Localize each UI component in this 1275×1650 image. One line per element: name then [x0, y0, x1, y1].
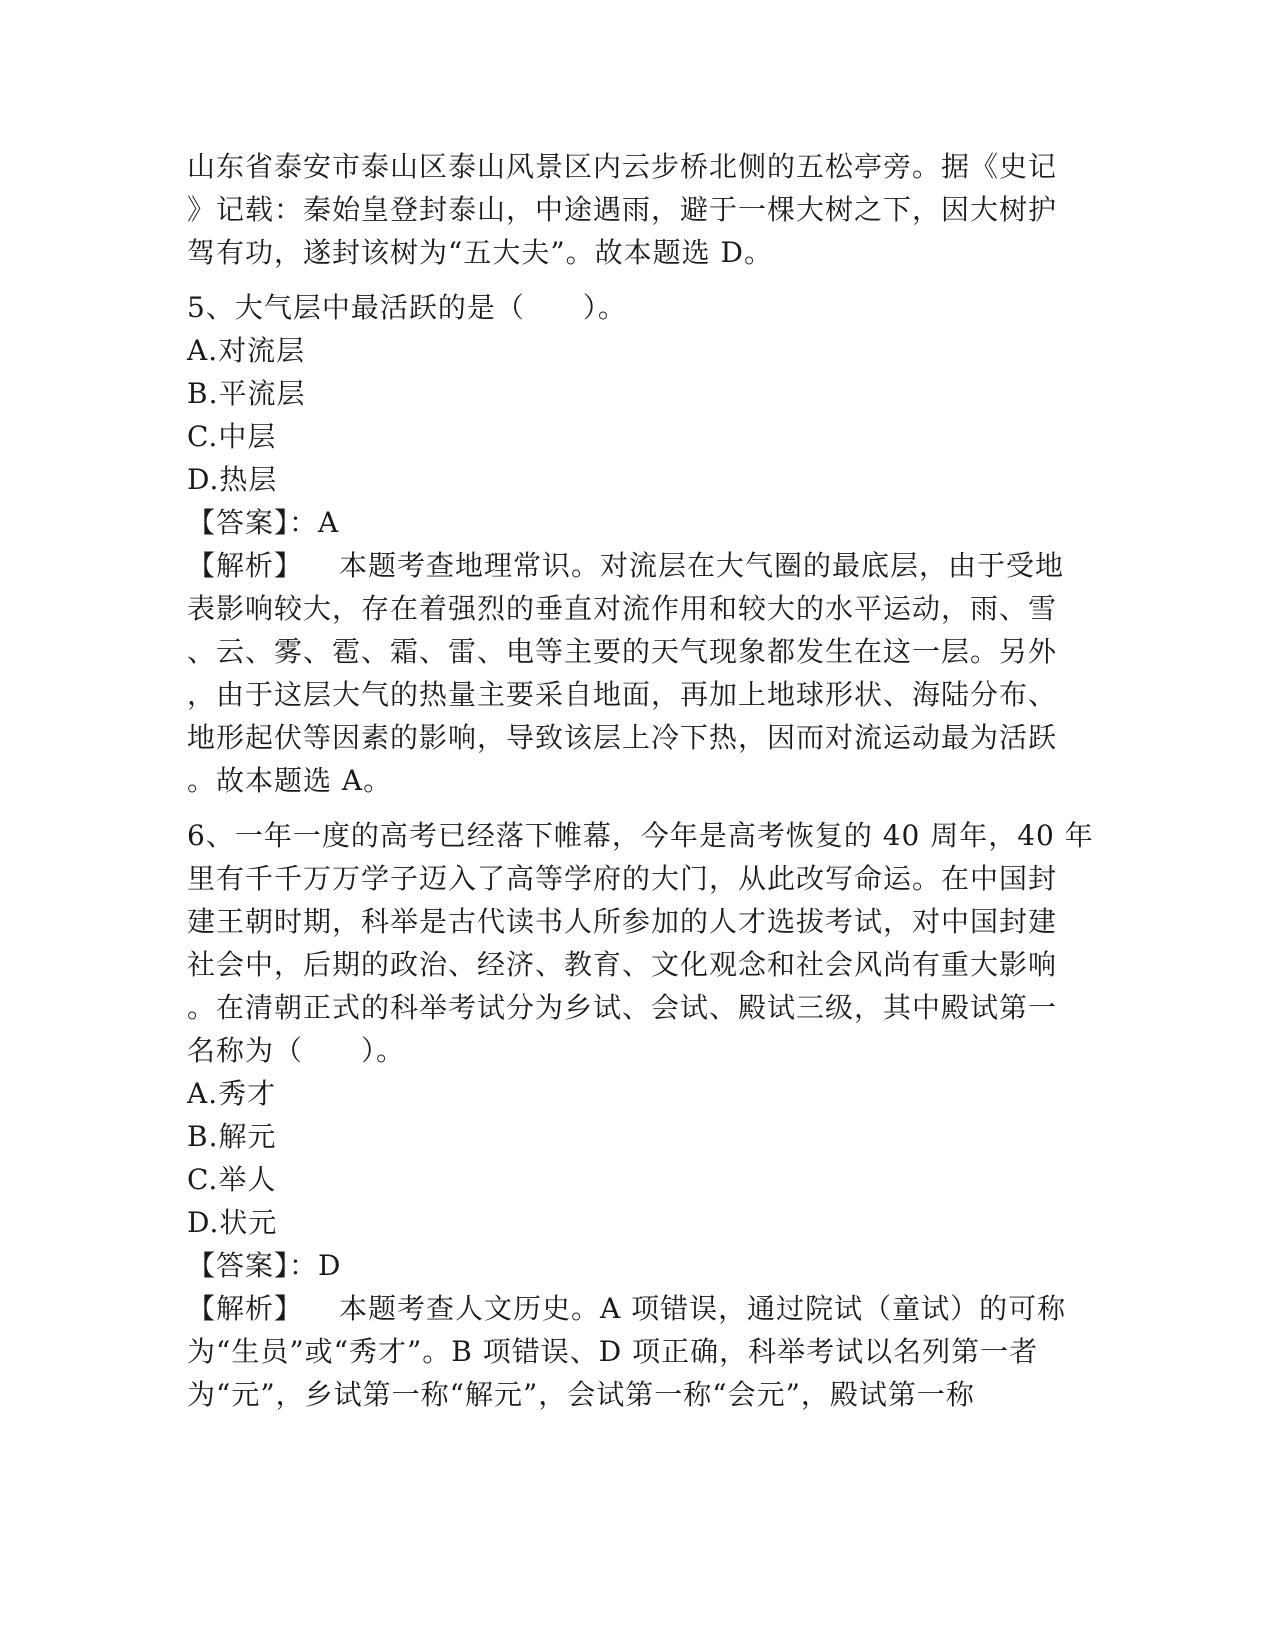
- text-line: 驾有功，遂封该树为“五大夫”。故本题选 D。: [187, 236, 773, 269]
- analysis-line: [187, 1287, 1067, 1330]
- text-line: 山东省泰安市泰山区泰山风景区内云步桥北侧的五松亭旁。据《史记: [187, 150, 1058, 183]
- answer-label: 【答案】: [187, 1249, 290, 1282]
- text-line: 》记载：秦始皇登封泰山，中途遇雨，避于一棵大树之下，因大树护: [187, 193, 1058, 226]
- text-line: 地形起伏等因素的影响，导致该层上冷下热，因而对流运动最为活跃: [187, 721, 1058, 754]
- question-stem: 5、大气层中最活跃的是（ ）。: [187, 291, 627, 324]
- text-line: 为“元”，乡试第一称“解元”，会试第一称“会元”，殿试第一称: [187, 1378, 975, 1411]
- text-line: ，由于这层大气的热量主要采自地面，再加上地球形状、海陆分布、: [187, 678, 1058, 711]
- option-b: B.平流层: [187, 377, 306, 410]
- answer-line: [187, 1244, 1067, 1287]
- answer-value: ：D: [289, 1249, 342, 1282]
- question-stem: 里有千千万万学子迈入了高等学府的大门，从此改写命运。在中国封: [187, 862, 1058, 895]
- prev-analysis: [187, 145, 1067, 274]
- option-a: A.秀才: [187, 1077, 277, 1110]
- question-5: [187, 286, 1067, 802]
- text-line: 。故本题选 A。: [187, 764, 393, 797]
- option-d: D.热层: [187, 463, 278, 496]
- answer-line: [187, 501, 1067, 544]
- answer-value: ：A: [289, 506, 340, 539]
- question-stem: 建王朝时期，科举是古代读书人所参加的人才选拔考试，对中国封建: [187, 905, 1058, 938]
- option-c: C.举人: [187, 1163, 277, 1196]
- analysis-text: 本题考查人文历史。A 项错误，通过院试（童试）的可称: [339, 1292, 1067, 1325]
- question-6: [187, 814, 1094, 1416]
- analysis-label: 【解析】: [187, 549, 304, 582]
- option-c: C.中层: [187, 420, 277, 453]
- analysis-label: 【解析】: [187, 1292, 304, 1325]
- answer-label: 【答案】: [187, 506, 290, 539]
- question-stem: 。在清朝正式的科举考试分为乡试、会试、殿试三级，其中殿试第一: [187, 991, 1058, 1024]
- question-stem: 6、一年一度的高考已经落下帷幕，今年是高考恢复的 40 周年，40 年: [187, 819, 1094, 852]
- analysis-line: [187, 544, 1067, 587]
- analysis-text: 本题考查地理常识。对流层在大气圈的最底层，由于受地: [339, 549, 1065, 582]
- text-line: 表影响较大，存在着强烈的垂直对流作用和较大的水平运动，雨、雪: [187, 592, 1058, 625]
- option-a: A.对流层: [187, 334, 306, 367]
- text-line: 为“生员”或“秀才”。B 项错误、D 项正确，科举考试以名列第一者: [187, 1335, 1039, 1368]
- option-d: D.状元: [187, 1206, 278, 1239]
- text-line: 、云、雾、雹、霜、雷、电等主要的天气现象都发生在这一层。另外: [187, 635, 1058, 668]
- option-b: B.解元: [187, 1120, 277, 1153]
- page-content: [187, 145, 1094, 1416]
- question-stem: 名称为（ ）。: [187, 1034, 406, 1067]
- question-stem: 社会中，后期的政治、经济、教育、文化观念和社会风尚有重大影响: [187, 948, 1058, 981]
